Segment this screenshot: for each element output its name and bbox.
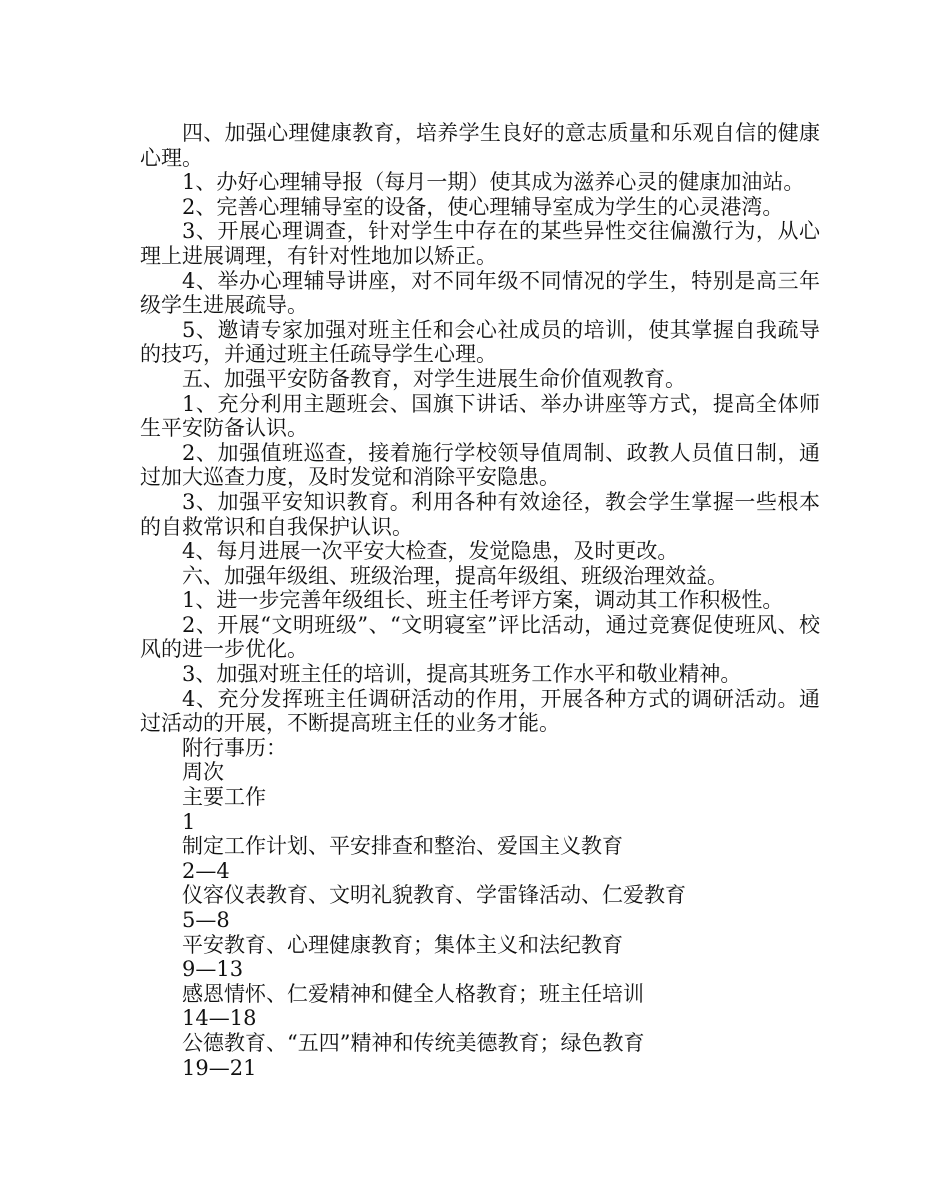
- schedule-column-week: 周次: [182, 760, 224, 785]
- paragraph: 1、充分利用主题班会、国旗下讲话、举办讲座等方式，提高全体师生平安防备认识。: [140, 391, 820, 441]
- paragraph: 3、加强平安知识教育。利用各种有效途径，教会学生掌握一些根本的自救常识和自我保护认识。: [140, 489, 820, 539]
- schedule-week: 2—4: [182, 858, 230, 883]
- paragraph: 2、加强值班巡查，接着施行学校领导值周制、政教人员值日制，通过加大巡查力度，及时发觉和消除平安隐患。: [140, 440, 820, 490]
- schedule-work: 制定工作计划、平安排查和整治、爱国主义教育: [182, 834, 623, 859]
- schedule-week: 14—18: [182, 1006, 257, 1031]
- paragraph: 2、完善心理辅导室的设备，使心理辅导室成为学生的心灵港湾。: [182, 194, 784, 219]
- schedule-week: 1: [182, 809, 196, 834]
- paragraph: 1、进一步完善年级组长、班主任考评方案，调动其工作积极性。: [182, 588, 784, 613]
- schedule-column-work: 主要工作: [182, 785, 266, 810]
- schedule-work: 平安教育、心理健康教育；集体主义和法纪教育: [182, 932, 623, 957]
- section-heading-5: 五、加强平安防备教育，对学生进展生命价值观教育。: [182, 366, 686, 391]
- paragraph: 5、邀请专家加强对班主任和会心社成员的培训，使其掌握自我疏导的技巧，并通过班主任疏导学生心理。: [140, 317, 820, 367]
- paragraph: 4、举办心理辅导讲座，对不同年级不同情况的学生，特别是高三年级学生进展疏导。: [140, 268, 820, 318]
- paragraph: 4、充分发挥班主任调研活动的作用，开展各种方式的调研活动。通过活动的开展，不断提高班主任的业务才能。: [140, 686, 820, 736]
- paragraph: 2、开展“文明班级”、“文明寝室”评比活动，通过竞赛促使班风、校风的进一步优化。: [140, 612, 820, 662]
- section-heading-4: 四、加强心理健康教育，培养学生良好的意志质量和乐观自信的健康心理。: [140, 121, 820, 170]
- paragraph: 3、开展心理调查，针对学生中存在的某些异性交往偏激行为，从心理上进展调理，有针对性地加以矫正。: [140, 219, 820, 268]
- section-heading-6: 六、加强年级组、班级治理，提高年级组、班级治理效益。: [182, 563, 728, 588]
- schedule-week: 5—8: [182, 908, 230, 932]
- paragraph: 3、加强对班主任的培训，提高其班务工作水平和敬业精神。: [182, 662, 742, 687]
- schedule-work: 公德教育、“五四”精神和传统美德教育；绿色教育: [182, 1030, 645, 1055]
- schedule-week: 9—13: [182, 957, 244, 982]
- schedule-work: 感恩情怀、仁爱精神和健全人格教育；班主任培训: [182, 981, 644, 1006]
- document-body: [140, 121, 820, 1080]
- paragraph: 1、办好心理辅导报（每月一期）使其成为滋养心灵的健康加油站。: [182, 170, 805, 195]
- schedule-work: 仪容仪表教育、文明礼貌教育、学雷锋活动、仁爱教育: [182, 883, 686, 908]
- schedule-heading: 附行事历：: [182, 735, 287, 760]
- paragraph: 4、每月进展一次平安大检查，发觉隐患，及时更改。: [182, 539, 679, 564]
- schedule-week: 19—21: [182, 1055, 257, 1080]
